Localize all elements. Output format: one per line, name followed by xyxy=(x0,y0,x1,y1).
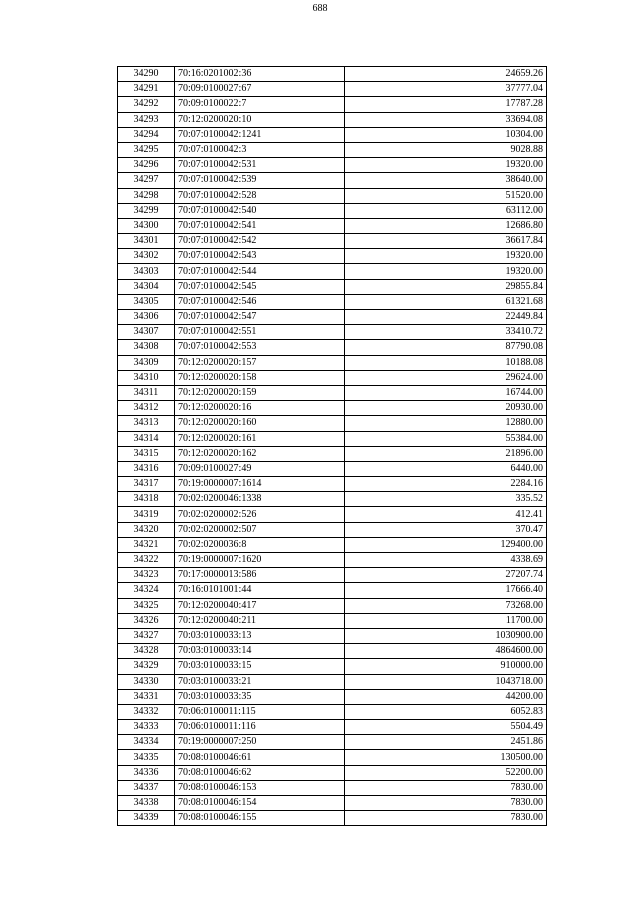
table-row xyxy=(118,704,547,719)
value-cell: 7830.00 xyxy=(345,780,547,795)
value-cell: 10304.00 xyxy=(345,127,547,142)
cadastral-number-cell: 70:07:0100042:3 xyxy=(175,142,345,157)
cadastral-number-cell: 70:08:0100046:155 xyxy=(175,811,345,826)
cadastral-number-cell: 70:19:0000007:250 xyxy=(175,735,345,750)
cadastral-number-cell: 70:03:0100033:14 xyxy=(175,644,345,659)
value-cell: 33410.72 xyxy=(345,325,547,340)
cadastral-number-cell: 70:16:0101001:44 xyxy=(175,583,345,598)
row-number-cell: 34336 xyxy=(118,765,175,780)
cadastral-number-cell: 70:12:0200020:159 xyxy=(175,385,345,400)
value-cell: 2451.86 xyxy=(345,735,547,750)
value-cell: 130500.00 xyxy=(345,750,547,765)
table-row xyxy=(118,431,547,446)
cadastral-number-cell: 70:12:0200020:157 xyxy=(175,355,345,370)
table-row xyxy=(118,325,547,340)
table-row xyxy=(118,203,547,218)
table-row xyxy=(118,613,547,628)
cadastral-number-cell: 70:09:0100022:7 xyxy=(175,97,345,112)
row-number-cell: 34306 xyxy=(118,310,175,325)
table-row xyxy=(118,583,547,598)
table-row xyxy=(118,553,547,568)
page-number: 688 xyxy=(312,3,328,14)
cadastral-number-cell: 70:09:0100027:49 xyxy=(175,461,345,476)
cadastral-number-cell: 70:07:0100042:1241 xyxy=(175,127,345,142)
value-cell: 38640.00 xyxy=(345,173,547,188)
cadastral-number-cell: 70:12:0200020:160 xyxy=(175,416,345,431)
table-row xyxy=(118,628,547,643)
row-number-cell: 34291 xyxy=(118,82,175,97)
value-cell: 20930.00 xyxy=(345,401,547,416)
value-cell: 9028.88 xyxy=(345,142,547,157)
value-cell: 36617.84 xyxy=(345,234,547,249)
cadastral-number-cell: 70:03:0100033:13 xyxy=(175,628,345,643)
table-row xyxy=(118,780,547,795)
row-number-cell: 34296 xyxy=(118,158,175,173)
row-number-cell: 34319 xyxy=(118,507,175,522)
value-cell: 61321.68 xyxy=(345,294,547,309)
value-cell: 4864600.00 xyxy=(345,644,547,659)
value-cell: 21896.00 xyxy=(345,446,547,461)
cadastral-number-cell: 70:08:0100046:153 xyxy=(175,780,345,795)
row-number-cell: 34311 xyxy=(118,385,175,400)
value-cell: 29855.84 xyxy=(345,279,547,294)
table-row xyxy=(118,173,547,188)
row-number-cell: 34308 xyxy=(118,340,175,355)
table-row xyxy=(118,310,547,325)
cadastral-number-cell: 70:12:0200020:158 xyxy=(175,370,345,385)
value-cell: 19320.00 xyxy=(345,158,547,173)
cadastral-number-cell: 70:03:0100033:15 xyxy=(175,659,345,674)
table-row xyxy=(118,127,547,142)
cadastral-number-cell: 70:02:0200046:1338 xyxy=(175,492,345,507)
value-cell: 1043718.00 xyxy=(345,674,547,689)
row-number-cell: 34293 xyxy=(118,112,175,127)
cadastral-number-cell: 70:19:0000007:1614 xyxy=(175,477,345,492)
cadastral-number-cell: 70:16:0201002:36 xyxy=(175,67,345,82)
cadastral-number-cell: 70:07:0100042:544 xyxy=(175,264,345,279)
row-number-cell: 34321 xyxy=(118,537,175,552)
value-cell: 6052.83 xyxy=(345,704,547,719)
table-body xyxy=(118,67,547,826)
row-number-cell: 34304 xyxy=(118,279,175,294)
table-row xyxy=(118,492,547,507)
table-row xyxy=(118,294,547,309)
cadastral-number-cell: 70:12:0200040:211 xyxy=(175,613,345,628)
value-cell: 24659.26 xyxy=(345,67,547,82)
row-number-cell: 34337 xyxy=(118,780,175,795)
table-row xyxy=(118,82,547,97)
value-cell: 27207.74 xyxy=(345,568,547,583)
row-number-cell: 34323 xyxy=(118,568,175,583)
row-number-cell: 34331 xyxy=(118,689,175,704)
table-row xyxy=(118,446,547,461)
cadastral-number-cell: 70:07:0100042:540 xyxy=(175,203,345,218)
cadastral-number-cell: 70:07:0100042:541 xyxy=(175,218,345,233)
cadastral-number-cell: 70:07:0100042:528 xyxy=(175,188,345,203)
table-row xyxy=(118,218,547,233)
table-row xyxy=(118,112,547,127)
value-cell: 12880.00 xyxy=(345,416,547,431)
row-number-cell: 34312 xyxy=(118,401,175,416)
row-number-cell: 34329 xyxy=(118,659,175,674)
row-number-cell: 34303 xyxy=(118,264,175,279)
cadastral-number-cell: 70:08:0100046:154 xyxy=(175,796,345,811)
row-number-cell: 34332 xyxy=(118,704,175,719)
table-row xyxy=(118,659,547,674)
cadastral-number-cell: 70:12:0200040:417 xyxy=(175,598,345,613)
table-row xyxy=(118,264,547,279)
value-cell: 63112.00 xyxy=(345,203,547,218)
table-row xyxy=(118,689,547,704)
value-cell: 52200.00 xyxy=(345,765,547,780)
row-number-cell: 34313 xyxy=(118,416,175,431)
table-row xyxy=(118,720,547,735)
table-row xyxy=(118,522,547,537)
row-number-cell: 34298 xyxy=(118,188,175,203)
row-number-cell: 34330 xyxy=(118,674,175,689)
row-number-cell: 34338 xyxy=(118,796,175,811)
value-cell: 44200.00 xyxy=(345,689,547,704)
table-row xyxy=(118,598,547,613)
row-number-cell: 34310 xyxy=(118,370,175,385)
value-cell: 11700.00 xyxy=(345,613,547,628)
table-row xyxy=(118,811,547,826)
value-cell: 22449.84 xyxy=(345,310,547,325)
row-number-cell: 34333 xyxy=(118,720,175,735)
row-number-cell: 34334 xyxy=(118,735,175,750)
cadastral-number-cell: 70:09:0100027:67 xyxy=(175,82,345,97)
cadastral-number-cell: 70:02:0200002:526 xyxy=(175,507,345,522)
table-row xyxy=(118,142,547,157)
cadastral-number-cell: 70:12:0200020:10 xyxy=(175,112,345,127)
value-cell: 29624.00 xyxy=(345,370,547,385)
cadastral-number-cell: 70:07:0100042:546 xyxy=(175,294,345,309)
row-number-cell: 34301 xyxy=(118,234,175,249)
row-number-cell: 34325 xyxy=(118,598,175,613)
row-number-cell: 34300 xyxy=(118,218,175,233)
table-row xyxy=(118,97,547,112)
row-number-cell: 34322 xyxy=(118,553,175,568)
cadastral-number-cell: 70:06:0100011:116 xyxy=(175,720,345,735)
cadastral-number-cell: 70:07:0100042:547 xyxy=(175,310,345,325)
table-row xyxy=(118,370,547,385)
value-cell: 4338.69 xyxy=(345,553,547,568)
cadastral-number-cell: 70:08:0100046:62 xyxy=(175,765,345,780)
row-number-cell: 34317 xyxy=(118,477,175,492)
value-cell: 16744.00 xyxy=(345,385,547,400)
value-cell: 7830.00 xyxy=(345,811,547,826)
cadastral-number-cell: 70:02:0200036:8 xyxy=(175,537,345,552)
cadastral-number-cell: 70:08:0100046:61 xyxy=(175,750,345,765)
row-number-cell: 34292 xyxy=(118,97,175,112)
row-number-cell: 34290 xyxy=(118,67,175,82)
row-number-cell: 34299 xyxy=(118,203,175,218)
cadastral-number-cell: 70:12:0200020:16 xyxy=(175,401,345,416)
cadastral-number-cell: 70:07:0100042:531 xyxy=(175,158,345,173)
cadastral-number-cell: 70:19:0000007:1620 xyxy=(175,553,345,568)
value-cell: 910000.00 xyxy=(345,659,547,674)
table-row xyxy=(118,750,547,765)
table-row xyxy=(118,355,547,370)
value-cell: 55384.00 xyxy=(345,431,547,446)
row-number-cell: 34318 xyxy=(118,492,175,507)
cadastral-number-cell: 70:03:0100033:21 xyxy=(175,674,345,689)
table-row xyxy=(118,507,547,522)
value-cell: 87790.08 xyxy=(345,340,547,355)
table-row xyxy=(118,796,547,811)
table-row xyxy=(118,279,547,294)
cadastral-number-cell: 70:03:0100033:35 xyxy=(175,689,345,704)
row-number-cell: 34297 xyxy=(118,173,175,188)
table-row xyxy=(118,340,547,355)
value-cell: 7830.00 xyxy=(345,796,547,811)
value-cell: 12686.80 xyxy=(345,218,547,233)
row-number-cell: 34314 xyxy=(118,431,175,446)
value-cell: 37777.04 xyxy=(345,82,547,97)
row-number-cell: 34324 xyxy=(118,583,175,598)
cadastral-number-cell: 70:06:0100011:115 xyxy=(175,704,345,719)
value-cell: 5504.49 xyxy=(345,720,547,735)
row-number-cell: 34339 xyxy=(118,811,175,826)
cadastral-table xyxy=(117,66,547,826)
value-cell: 2284.16 xyxy=(345,477,547,492)
cadastral-number-cell: 70:12:0200020:161 xyxy=(175,431,345,446)
cadastral-number-cell: 70:07:0100042:545 xyxy=(175,279,345,294)
table-row xyxy=(118,765,547,780)
value-cell: 19320.00 xyxy=(345,249,547,264)
table-row xyxy=(118,537,547,552)
cadastral-number-cell: 70:07:0100042:543 xyxy=(175,249,345,264)
value-cell: 10188.08 xyxy=(345,355,547,370)
row-number-cell: 34294 xyxy=(118,127,175,142)
table-row xyxy=(118,568,547,583)
table-row xyxy=(118,234,547,249)
cadastral-number-cell: 70:07:0100042:539 xyxy=(175,173,345,188)
row-number-cell: 34309 xyxy=(118,355,175,370)
cadastral-number-cell: 70:07:0100042:542 xyxy=(175,234,345,249)
value-cell: 370.47 xyxy=(345,522,547,537)
value-cell: 6440.00 xyxy=(345,461,547,476)
value-cell: 73268.00 xyxy=(345,598,547,613)
value-cell: 51520.00 xyxy=(345,188,547,203)
value-cell: 33694.08 xyxy=(345,112,547,127)
table-row xyxy=(118,249,547,264)
value-cell: 17787.28 xyxy=(345,97,547,112)
row-number-cell: 34307 xyxy=(118,325,175,340)
cadastral-number-cell: 70:12:0200020:162 xyxy=(175,446,345,461)
table-row xyxy=(118,477,547,492)
row-number-cell: 34305 xyxy=(118,294,175,309)
row-number-cell: 34320 xyxy=(118,522,175,537)
table-row xyxy=(118,416,547,431)
value-cell: 412.41 xyxy=(345,507,547,522)
table-row xyxy=(118,385,547,400)
row-number-cell: 34315 xyxy=(118,446,175,461)
value-cell: 17666.40 xyxy=(345,583,547,598)
value-cell: 335.52 xyxy=(345,492,547,507)
table-row xyxy=(118,158,547,173)
row-number-cell: 34326 xyxy=(118,613,175,628)
table-row xyxy=(118,401,547,416)
cadastral-number-cell: 70:02:0200002:507 xyxy=(175,522,345,537)
table-row xyxy=(118,674,547,689)
table-row xyxy=(118,461,547,476)
value-cell: 1030900.00 xyxy=(345,628,547,643)
row-number-cell: 34335 xyxy=(118,750,175,765)
row-number-cell: 34316 xyxy=(118,461,175,476)
cadastral-number-cell: 70:07:0100042:553 xyxy=(175,340,345,355)
value-cell: 129400.00 xyxy=(345,537,547,552)
value-cell: 19320.00 xyxy=(345,264,547,279)
row-number-cell: 34328 xyxy=(118,644,175,659)
row-number-cell: 34295 xyxy=(118,142,175,157)
table-row xyxy=(118,67,547,82)
table-row xyxy=(118,644,547,659)
row-number-cell: 34327 xyxy=(118,628,175,643)
cadastral-number-cell: 70:17:0000013:586 xyxy=(175,568,345,583)
table-row xyxy=(118,188,547,203)
row-number-cell: 34302 xyxy=(118,249,175,264)
cadastral-number-cell: 70:07:0100042:551 xyxy=(175,325,345,340)
table-row xyxy=(118,735,547,750)
